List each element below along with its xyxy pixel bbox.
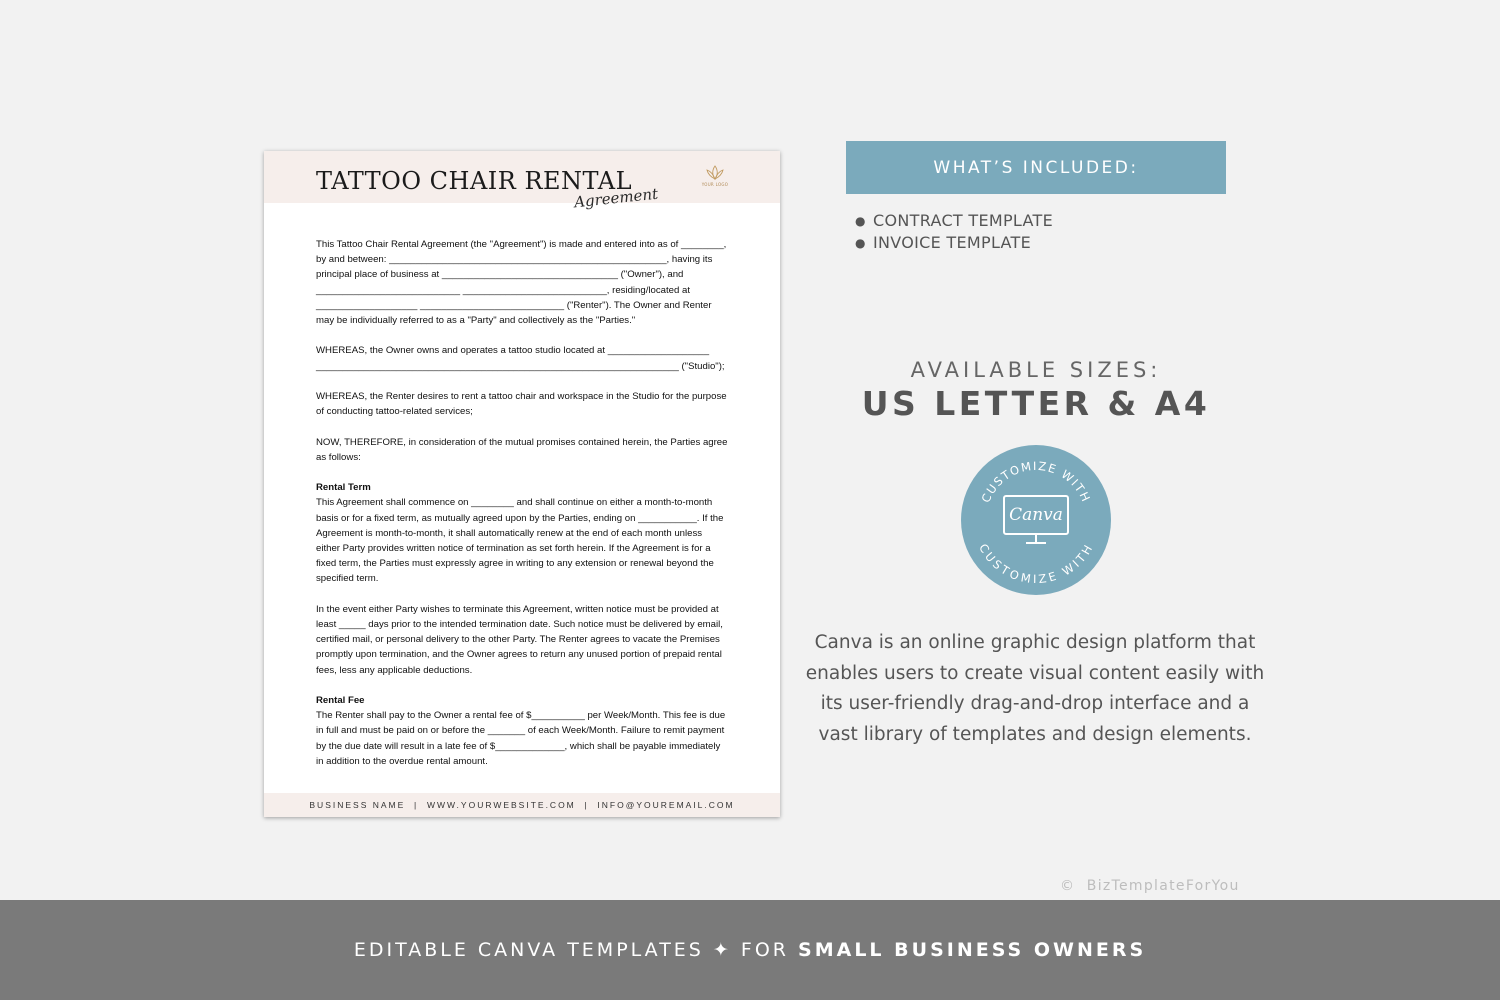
banner-text — [354, 939, 1146, 961]
footer-contact: BUSINESS NAME | WWW.YOURWEBSITE.COM | INFO@YOUREMAIL.COM — [309, 800, 735, 810]
document-subtitle: Agreement — [573, 184, 659, 212]
list-item — [855, 232, 1053, 254]
logo-text: YOUR LOGO — [701, 182, 729, 187]
included-list — [855, 210, 1053, 254]
badge-brand: Canva — [1009, 505, 1063, 525]
rental-term-heading: Rental Term — [316, 482, 371, 494]
document-title: TATTOO CHAIR RENTAL — [316, 167, 633, 195]
whats-included-heading: WHAT’S INCLUDED: — [933, 157, 1139, 178]
rental-fee-heading: Rental Fee — [316, 695, 365, 706]
canva-description: Canva is an online graphic design platform that enables users to create visual content easily with its user-friendly drag-and-drop interface and a vast library of templates and design elements. — [805, 632, 1265, 745]
bullet-icon: ● — [855, 236, 866, 250]
customize-with-canva-badge — [960, 444, 1112, 596]
copyright-text: © BizTemplateForYou — [1060, 878, 1240, 894]
available-sizes-label: AVAILABLE SIZES: — [910, 358, 1162, 382]
available-sizes-value: US LETTER & A4 — [861, 384, 1211, 423]
now-therefore-paragraph: NOW, THEREFORE, in consideration of the mutual promises contained herein, the Parties agree as follows: — [316, 436, 728, 463]
list-item — [855, 210, 1053, 232]
banner-part3: SMALL BUSINESS OWNERS — [798, 939, 1147, 961]
document-preview — [264, 151, 780, 817]
document-body — [316, 237, 728, 784]
termination-paragraph: In the event either Party wishes to terminate this Agreement, written notice must be provided at least _____ days prior to the intended termination date. Such notice must be delivered by email, certified mail, or personal delivery to the other Party. The Renter agrees to vacate the Premises promptly upon termination, and the Owner agrees to return any unused portion of prepaid rental fees, less any applicable deductions. — [316, 603, 723, 676]
lotus-logo — [700, 165, 730, 187]
whereas-owner-paragraph: WHEREAS, the Owner owns and operates a tattoo studio located at ___________________ ____________________________________________________________________ ("Studio"); — [316, 345, 725, 372]
sparkle-icon: ✦ — [712, 939, 732, 961]
badge-ring-text-bottom: CUSTOMIZE WITH — [976, 541, 1096, 586]
document-header — [264, 151, 780, 212]
banner-part1: EDITABLE CANVA TEMPLATES — [353, 939, 704, 961]
bullet-icon: ● — [855, 214, 866, 228]
lotus-icon — [705, 165, 725, 181]
intro-paragraph: This Tattoo Chair Rental Agreement (the "Agreement") is made and entered into as of ________, by and between: ____________________________________________________, having its principal place of business at _________________________________ ("Owner"), and ___________________________ ___________________________, residing/located at ___________________ ___________________________ ("Renter"). The Owner and Renter may be individually referred to as a "Party" and collectively as the "Parties." — [316, 239, 727, 327]
badge-ring-text-top: CUSTOMIZE WITH — [978, 458, 1094, 505]
whereas-renter-paragraph: WHEREAS, the Renter desires to rent a tattoo chair and workspace in the Studio for the purpose of conducting tattoo-related services; — [316, 391, 727, 418]
whats-included-banner — [846, 141, 1226, 194]
rental-term-paragraph: This Agreement shall commence on ________ and shall continue on either a month-to-month basis or for a fixed term, as mutually agreed upon by the Parties, ending on ___________. If the Agreement is month-to-month, it shall automatically renew at the end of each month unless either Party provides written notice of termination as set forth herein. If the Agreement is for a fixed term, the Parties must expressly agree in writing to any extension or renewal beyond the specified term. — [316, 497, 724, 585]
rental-fee-paragraph: The Renter shall pay to the Owner a rental fee of $__________ per Week/Month. This fee is due in full and must be paid on or before the _______ of each Week/Month. Failure to remit payment by the due date will result in a late fee of $_____________, which shall be payable immediately in addition to the overdue rental amount. — [316, 710, 726, 767]
document-footer — [264, 793, 780, 817]
banner-part2: FOR — [740, 939, 789, 961]
included-item-label: INVOICE TEMPLATE — [873, 233, 1032, 252]
included-item-label: CONTRACT TEMPLATE — [873, 211, 1053, 230]
bottom-banner — [0, 900, 1500, 1000]
